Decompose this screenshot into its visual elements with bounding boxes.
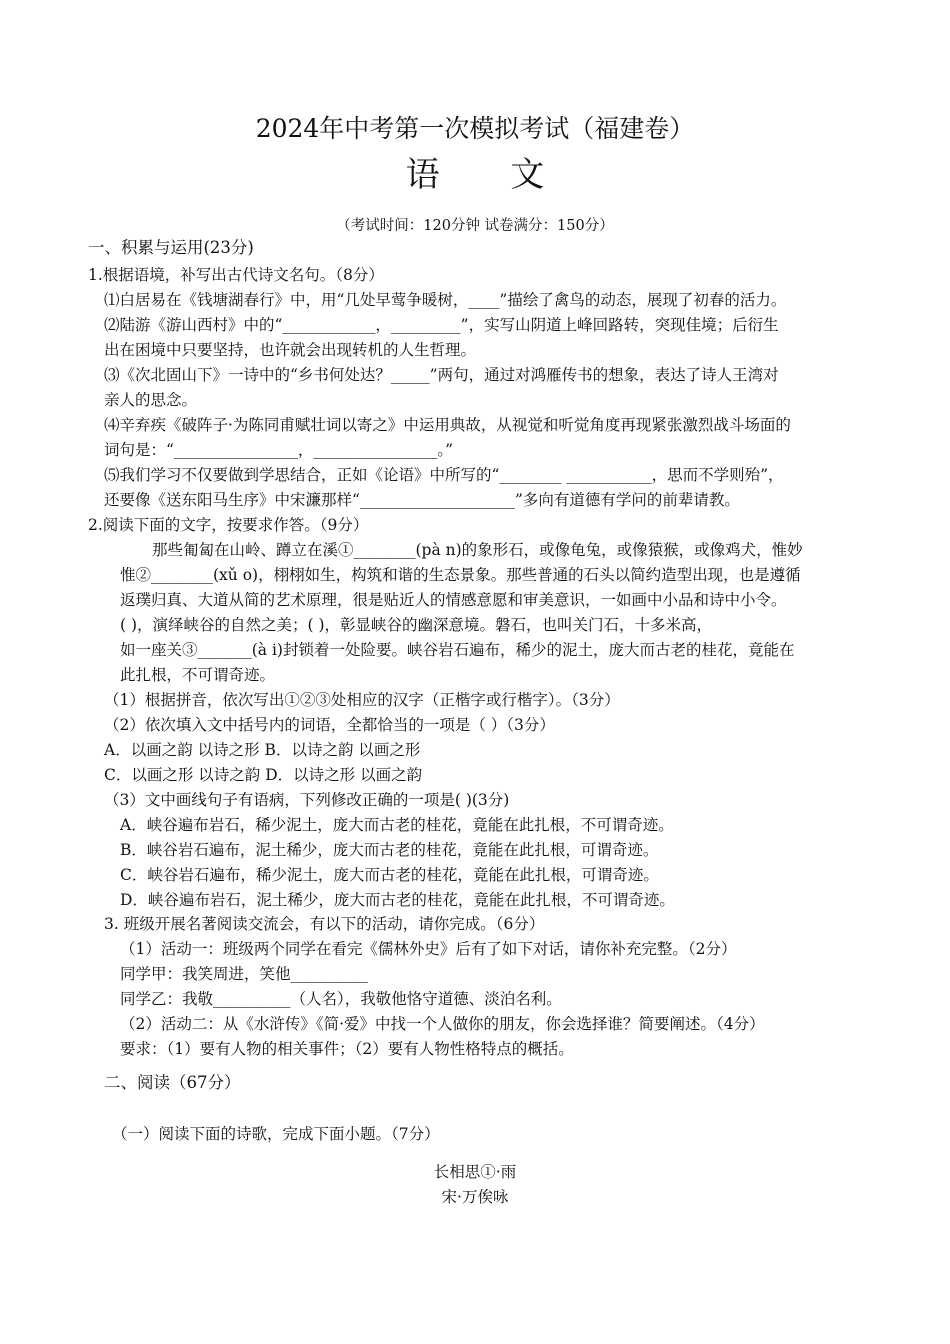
sub-question: （3）文中画线句子有语病，下列修改正确的一项是( )(3分)	[104, 791, 510, 809]
question-item-cont: 还要像《送东阳马生序》中宋濂那样“____________________”多向有道德有学问的前辈请教。	[104, 491, 740, 509]
question-item: ⑸我们学习不仅要做到学思结合，正如《论语》中所写的“________ ___________，思而不学则殆”，	[104, 466, 784, 484]
dialogue-line: 同学甲：我笑周进，笑他__________	[120, 965, 369, 983]
answer-options: A．以画之韵 以诗之形 B．以诗之韵 以画之形	[104, 741, 421, 759]
sub-question: （2）活动二：从《水浒传》《简·爱》中找一个人做你的朋友，你会选择谁？简要阐述。（4分）	[120, 1015, 765, 1033]
section-heading: 二、阅读（67分）	[104, 1073, 241, 1092]
exam-info: （考试时间：120分钟 试卷满分：150分）	[336, 218, 614, 234]
exam-title: 2024年中考第一次模拟考试（福建卷）	[255, 114, 695, 143]
subject-title: 语 文	[405, 155, 575, 195]
dialogue-line: 同学乙：我敬__________（人名），我敬他恪守道德、淡泊名利。	[120, 990, 562, 1008]
sub-question: （1）活动一：班级两个同学在看完《儒林外史》后有了如下对话，请你补充完整。（2分）	[120, 940, 737, 958]
reading-intro: （一）阅读下面的诗歌，完成下面小题。（7分）	[112, 1125, 440, 1143]
section-heading: 一、积累与运用(23分)	[88, 238, 254, 257]
answer-option: C．峡谷岩石遍布，稀少泥土，庞大而古老的桂花，竟能在此扎根，可谓奇迹。	[120, 866, 659, 884]
passage-line: 此扎根，不可谓奇迹。	[120, 666, 276, 684]
passage-line: 如一座关③_______(à i)封锁着一处险要。峡谷岩石遍布，稀少的泥土，庞大而古老的桂花，竟能在	[120, 641, 795, 659]
passage-line: ( )，演绎峡谷的自然之美；( )，彰显峡谷的幽深意境。磐石，也叫关门石，十多米高，	[120, 616, 713, 634]
passage-line: 那些匍匐在山岭、蹲立在溪①________(pà n)的象形石，或像龟兔，或像猿猴，或像鸡犬，惟妙	[152, 541, 803, 559]
question-item: ⑷辛弃疾《破阵子·为陈同甫赋壮词以寄之》中运用典故，从视觉和听觉角度再现紧张激烈战斗场面的	[104, 416, 791, 434]
poem-title: 长相思①·雨	[433, 1163, 517, 1181]
passage-line: 惟②________(xǔ o)，栩栩如生，构筑和谐的生态景象。那些普通的石头以简约造型出现，也是遵循	[120, 566, 801, 584]
question-item: ⑵陆游《游山西村》中的“____________，_________”，实写山阴道上峰回路转，突现佳境；后衍生	[104, 316, 779, 334]
question-item: ⑶《次北固山下》一诗中的“乡书何处达？_____”两句，通过对鸿雁传书的想象，表达了诗人王湾对	[104, 366, 779, 384]
question-item-cont: 出在困境中只要坚持，也许就会出现转机的人生哲理。	[104, 341, 477, 359]
answer-option: B．峡谷岩石遍布，泥土稀少，庞大而古老的桂花，竟能在此扎根，可谓奇迹。	[120, 841, 659, 859]
sub-question: （2）依次填入文中括号内的词语，全都恰当的一项是（ ）（3分）	[104, 716, 555, 734]
question-stem: 2.阅读下面的文字，按要求作答。（9分）	[88, 516, 369, 534]
question-item: ⑴白居易在《钱塘湖春行》中，用“几处早莺争暖树，____”描绘了禽鸟的动态，展现了初春的活力。	[104, 291, 787, 309]
answer-option: A．峡谷遍布岩石，稀少泥土，庞大而古老的桂花，竟能在此扎根，不可谓奇迹。	[120, 816, 674, 834]
poem-author: 宋·万俟咏	[441, 1188, 509, 1206]
answer-option: D．峡谷遍布岩石，泥土稀少，庞大而古老的桂花，竟能在此扎根，不可谓奇迹。	[120, 891, 675, 909]
answer-options: C．以画之形 以诗之韵 D．以诗之形 以画之韵	[104, 766, 423, 784]
passage-line: 返璞归真、大道从简的艺术原理，很是贴近人的情感意愿和审美意识，一如画中小品和诗中小令。	[120, 591, 787, 609]
question-stem: 3. 班级开展名著阅读交流会，有以下的活动，请你完成。（6分）	[104, 915, 545, 933]
sub-question: （1）根据拼音，依次写出①②③处相应的汉字（正楷字或行楷字）。（3分）	[104, 691, 620, 709]
question-stem: 1.根据语境，补写出古代诗文名句。（8分）	[88, 266, 384, 284]
question-item-cont: 亲人的思念。	[104, 391, 198, 409]
requirement-line: 要求：（1）要有人物的相关事件；（2）要有人物性格特点的概括。	[120, 1040, 574, 1058]
question-item-cont: 词句是：“________________，________________。”	[104, 441, 454, 459]
